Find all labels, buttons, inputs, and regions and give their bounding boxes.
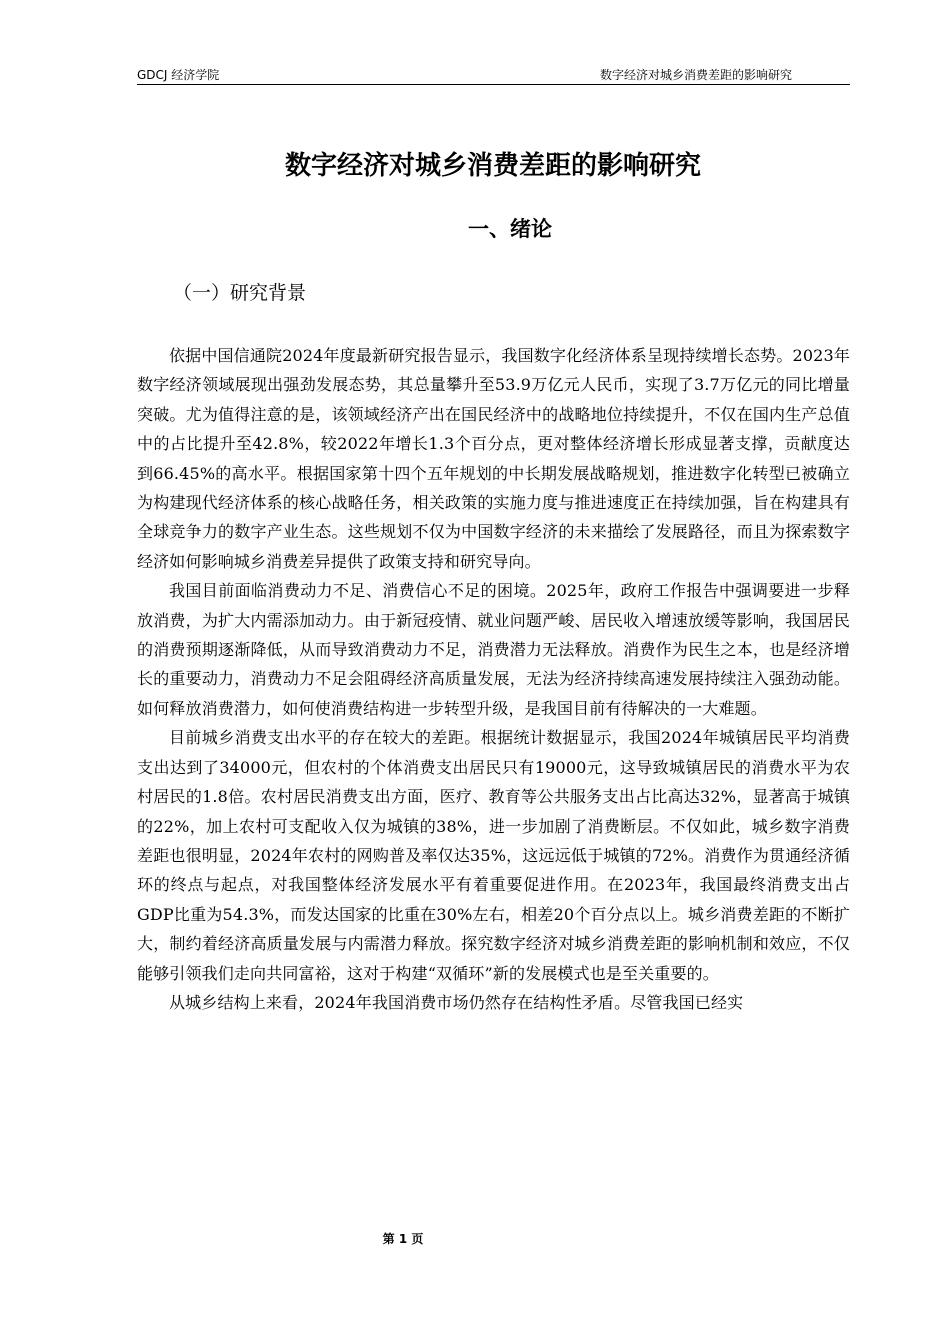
paragraph: 目前城乡消费支出水平的存在较大的差距。根据统计数据显示，我国2024年城镇居民平均消费支出达到了34000元，但农村的个体消费支出居民只有19000元，这导致城镇居民的消费水平为农村居民的1.8倍。农村居民消费支出方面，医疗、教育等公共服务支出占比高达32%，显著高于城镇的22%，加上农村可支配收入仅为城镇的38%，进一步加剧了消费断层。不仅如此，城乡数字消费差距也很明显，2024年农村的网购普及率仅达35%，这远远低于城镇的72%。消费作为贯通经济循环的终点与起点，对我国整体经济发展水平有着重要促进作用。在2023年，我国最终消费支出占GDP比重为54.3%，而发达国家的比重在30%左右，相差20个百分点以上。城乡消费差距的不断扩大，制约着经济高质量发展与内需潜力释放。探究数字经济对城乡消费差距的影响机制和效应，不仅能够引领我们走向共同富裕，这对于构建“双循环”新的发展模式也是至关重要的。 — [137, 728, 850, 983]
subsection-heading: （一）研究背景 — [173, 282, 307, 304]
paragraph: 依据中国信通院2024年度最新研究报告显示，我国数字化经济体系呈现持续增长态势。2023年数字经济领域展现出强劲发展态势，其总量攀升至53.9万亿元人民币，实现了3.7万亿元的同比增量突破。尤为值得注意的是，该领域经济产出在国民经济中的战略地位持续提升，不仅在国内生产总值中的占比提升至42.8%，较2022年增长1.3个百分点，更对整体经济增长形成显著支撑，贡献度达到66.45%的高水平。根据国家第十四个五年规划的中长期发展战略规划，推进数字化转型已被确立为构建现代经济体系的核心战略任务，相关政策的实施力度与推进速度正在持续加强，旨在构建具有全球竞争力的数字产业生态。这些规划不仅为中国数字经济的未来描绘了发展路径，而且为探索数字经济如何影响城乡消费差异提供了政策支持和研究导向。 — [137, 346, 850, 571]
header-institution: GDCJ 经济学院 — [137, 68, 220, 82]
page-title: 数字经济对城乡消费差距的影响研究 — [284, 151, 701, 181]
paragraph: 从城乡结构上来看，2024年我国消费市场仍然存在结构性矛盾。尽管我国已经实 — [169, 992, 744, 1012]
section-heading: 一、绪论 — [468, 217, 552, 241]
page-number: 第 1 页 — [382, 1232, 424, 1246]
page-header — [137, 66, 850, 85]
paragraph: 我国目前面临消费动力不足、消费信心不足的困境。2025年，政府工作报告中强调要进一步释放消费，为扩大内需添加动力。由于新冠疫情、就业问题严峻、居民收入增速放缓等影响，我国居民的消费预期逐渐降低，从而导致消费动力不足，消费潜力无法释放。消费作为民生之本，也是经济增长的重要动力，消费动力不足会阻碍经济高质量发展，无法为经济持续高速发展持续注入强劲动能。如何释放消费潜力，如何使消费结构进一步转型升级，是我国目前有待解决的一大难题。 — [137, 581, 850, 718]
header-running-title: 数字经济对城乡消费差距的影响研究 — [599, 68, 792, 82]
body-text — [137, 341, 850, 1017]
